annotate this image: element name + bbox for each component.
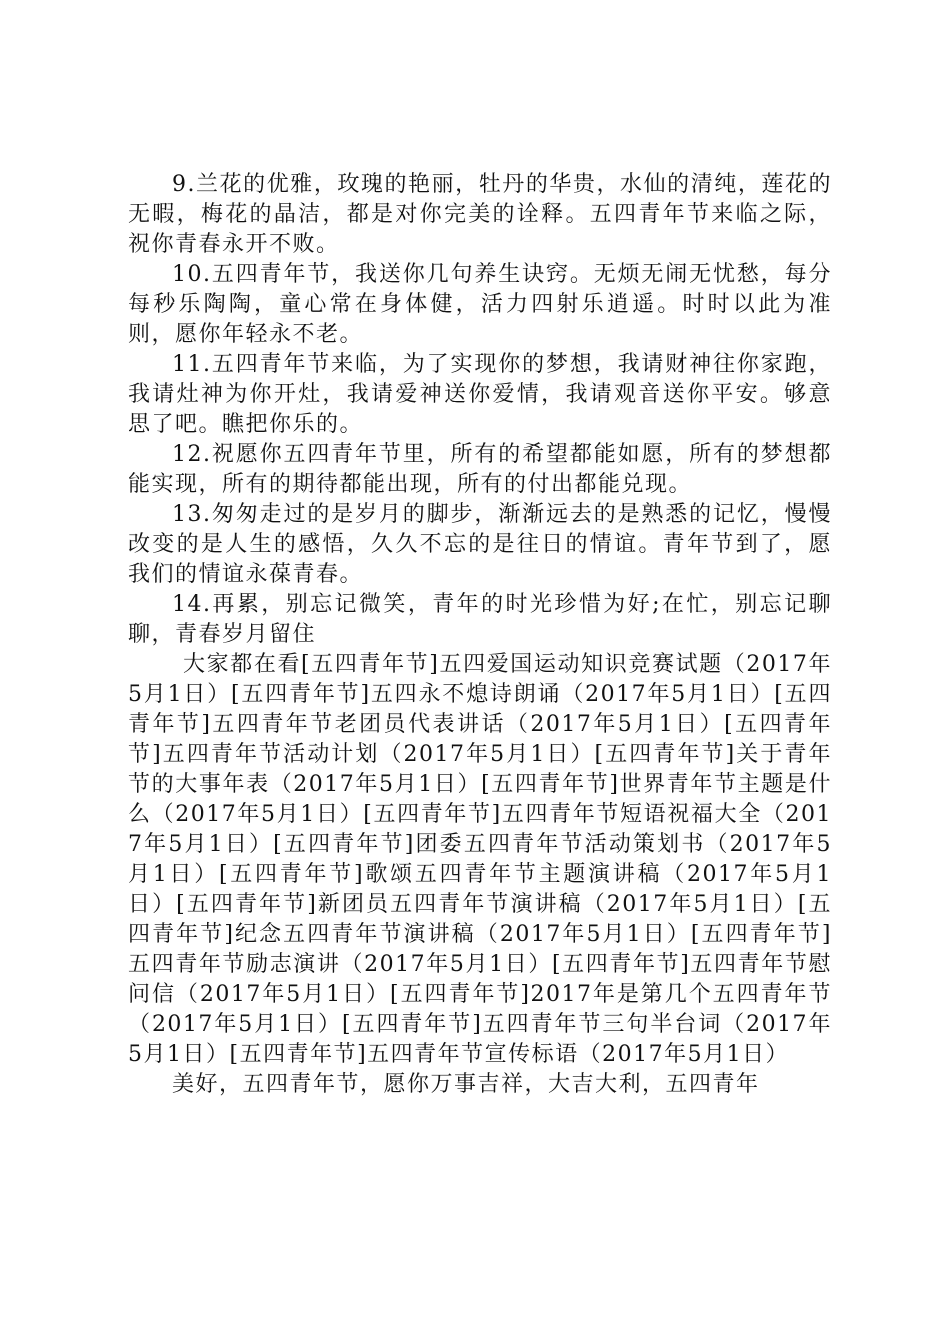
paragraph-10: 10.五四青年节，我送你几句养生诀窍。无烦无闹无忧愁，每分每秒乐陶陶，童心常在身体健，活力四射乐逍遥。时时以此为准则，愿你年轻永不老。 bbox=[128, 262, 832, 347]
closing-paragraph: 美好，五四青年节，愿你万事吉祥，大吉大利，五四青年 bbox=[172, 1072, 760, 1097]
paragraph-9: 9.兰花的优雅，玫瑰的艳丽，牡丹的华贵，水仙的清纯，莲花的无暇，梅花的晶洁，都是对你完美的诠释。五四青年节来临之际，祝你青春永开不败。 bbox=[128, 172, 832, 257]
paragraph-11: 11.五四青年节来临，为了实现你的梦想，我请财神往你家跑，我请灶神为你开灶，我请爱神送你爱情，我请观音送你平安。够意思了吧。瞧把你乐的。 bbox=[128, 352, 832, 437]
document-page bbox=[128, 170, 832, 1100]
paragraph-12: 12.祝愿你五四青年节里，所有的希望都能如愿，所有的梦想都能实现，所有的期待都能出现，所有的付出都能兑现。 bbox=[128, 442, 832, 497]
paragraph-13: 13.匆匆走过的是岁月的脚步，渐渐远去的是熟悉的记忆，慢慢改变的是人生的感悟，久久不忘的是往日的情谊。青年节到了，愿我们的情谊永葆青春。 bbox=[128, 502, 832, 587]
related-articles: 大家都在看[五四青年节]五四爱国运动知识竞赛试题（2017年5月1日）[五四青年节]五四永不熄诗朗诵（2017年5月1日）[五四青年节]五四青年节老团员代表讲话（2017年5月1日）[五四青年节]五四青年节活动计划（2017年5月1日）[五四青年节]关于青年节的大事年表（2017年5月1日）[五四青年节]世界青年节主题是什么（2017年5月1日）[五四青年节]五四青年节短语祝福大全（2017年5月1日）[五四青年节]团委五四青年节活动策划书（2017年5月1日）[五四青年节]歌颂五四青年节主题演讲稿（2017年5月1日）[五四青年节]新团员五四青年节演讲稿（2017年5月1日）[五四青年节]纪念五四青年节演讲稿（2017年5月1日）[五四青年节]五四青年节励志演讲（2017年5月1日）[五四青年节]五四青年节慰问信（2017年5月1日）[五四青年节]2017年是第几个五四青年节（2017年5月1日）[五四青年节]五四青年节三句半台词（2017年5月1日）[五四青年节]五四青年节宣传标语（2017年5月1日） bbox=[128, 652, 832, 1067]
paragraph-14: 14.再累，别忘记微笑，青年的时光珍惜为好;在忙，别忘记聊聊，青春岁月留住 bbox=[128, 592, 832, 647]
